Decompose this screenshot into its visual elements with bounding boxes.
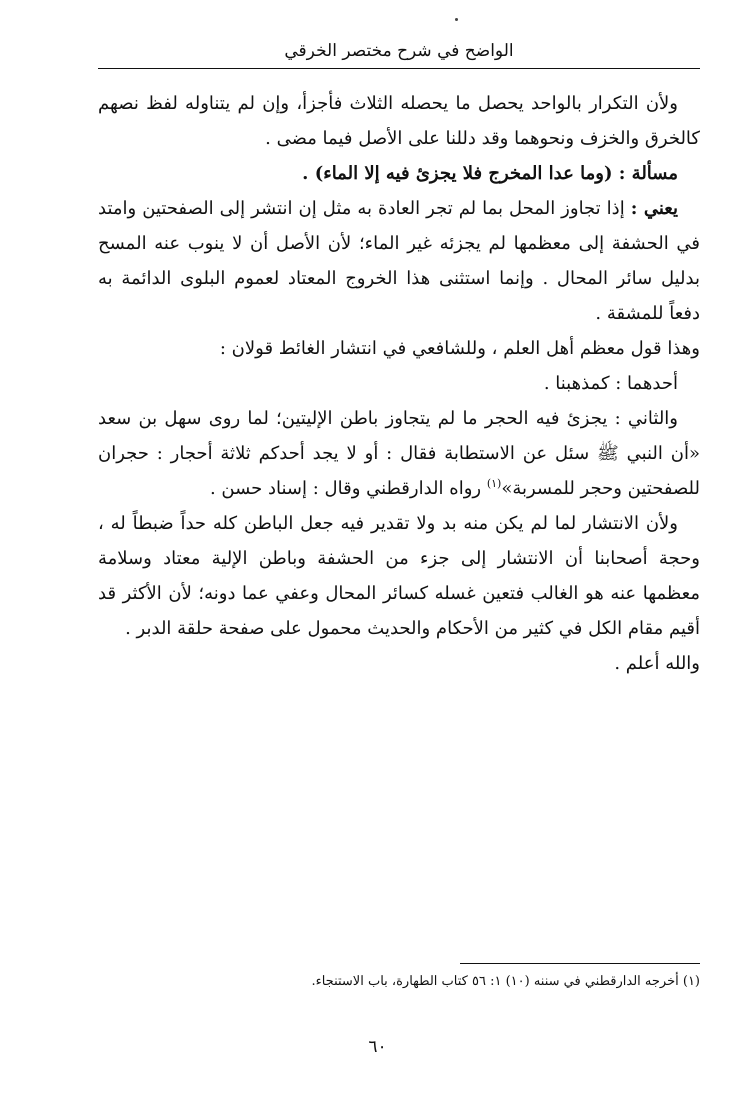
main-text [98, 86, 700, 681]
running-header: الواضح في شرح مختصر الخرقي [284, 41, 514, 61]
paragraph-3 [98, 191, 700, 331]
header-rule [98, 68, 700, 69]
paragraph-6-end: رواه الدارقطني وقال : إسناد حسن . [209, 478, 487, 499]
closing-line: والله أعلم . [614, 653, 700, 674]
paragraph-1: ولأن التكرار بالواحد يحصل ما يحصله الثلاث فأجزأ، وإن لم يتناوله لفظ نصهم كالخرق والخزف ونحوهما وقد دللنا على الأصل فيما مضى . [98, 93, 700, 149]
masala-quote: (وما عدا المخرج فلا يجزئ فيه إلا الماء) [314, 163, 613, 184]
footnote: (١) أخرجه الدارقطني في سننه (١٠) ١: ٥٦ كتاب الطهارة، باب الاستنجاء. [311, 974, 700, 989]
masala-heading [98, 156, 700, 191]
footnote-ref: (١) [486, 477, 502, 490]
masala-label: مسألة : [618, 163, 678, 184]
paragraph-7: ولأن الانتشار لما لم يكن منه بد ولا تقدير فيه جعل الباطن كله حداً ضبطاً له ، وحجة أصحابنا أن الانتشار إلى جزء من الحشفة وباطن الإلية معتاد وسلامة معظمها عنه هو الغالب فتعين غسله كسائر المحال وعفي عما دونه؛ لأن الأكثر قد أقيم مقام الكل في كثير من الأحكام والحديث محمول على صفحة حلقة الدبر . [98, 513, 700, 639]
paragraph-6-text: والثاني : يجزئ فيه الحجر ما لم يتجاوز باطن الإليتين؛ لما روى سهل بن سعد «أن النبي ﷺ سئل عن الاستطابة فقال : أو لا يجد أحدكم ثلاثة أحجار : حجران للصفحتين وحجر للمسربة» [98, 408, 700, 499]
footnote-rule [460, 963, 700, 964]
paragraph-5: أحدهما : كمذهبنا . [543, 373, 678, 394]
paragraph-3-text: إذا تجاوز المحل بما لم تجر العادة به مثل إن انتشر إلى الصفحتين وامتد في الحشفة إلى معظمها لم يجزئه غير الماء؛ لأن الأصل أن لا ينوب عنه المسح بدليل سائر المحال . وإنما استثنى هذا الخروج المعتاد لعموم البلوى الدائمة به دفعاً للمشقة . [98, 198, 700, 324]
yani-label: يعني : [630, 198, 678, 219]
page-number: ٦٠ [368, 1037, 387, 1057]
scan-dot [455, 18, 458, 21]
paragraph-6 [98, 401, 700, 506]
paragraph-4: وهذا قول معظم أهل العلم ، وللشافعي في انتشار الغائط قولان : [219, 338, 700, 359]
masala-end: . [302, 163, 315, 184]
